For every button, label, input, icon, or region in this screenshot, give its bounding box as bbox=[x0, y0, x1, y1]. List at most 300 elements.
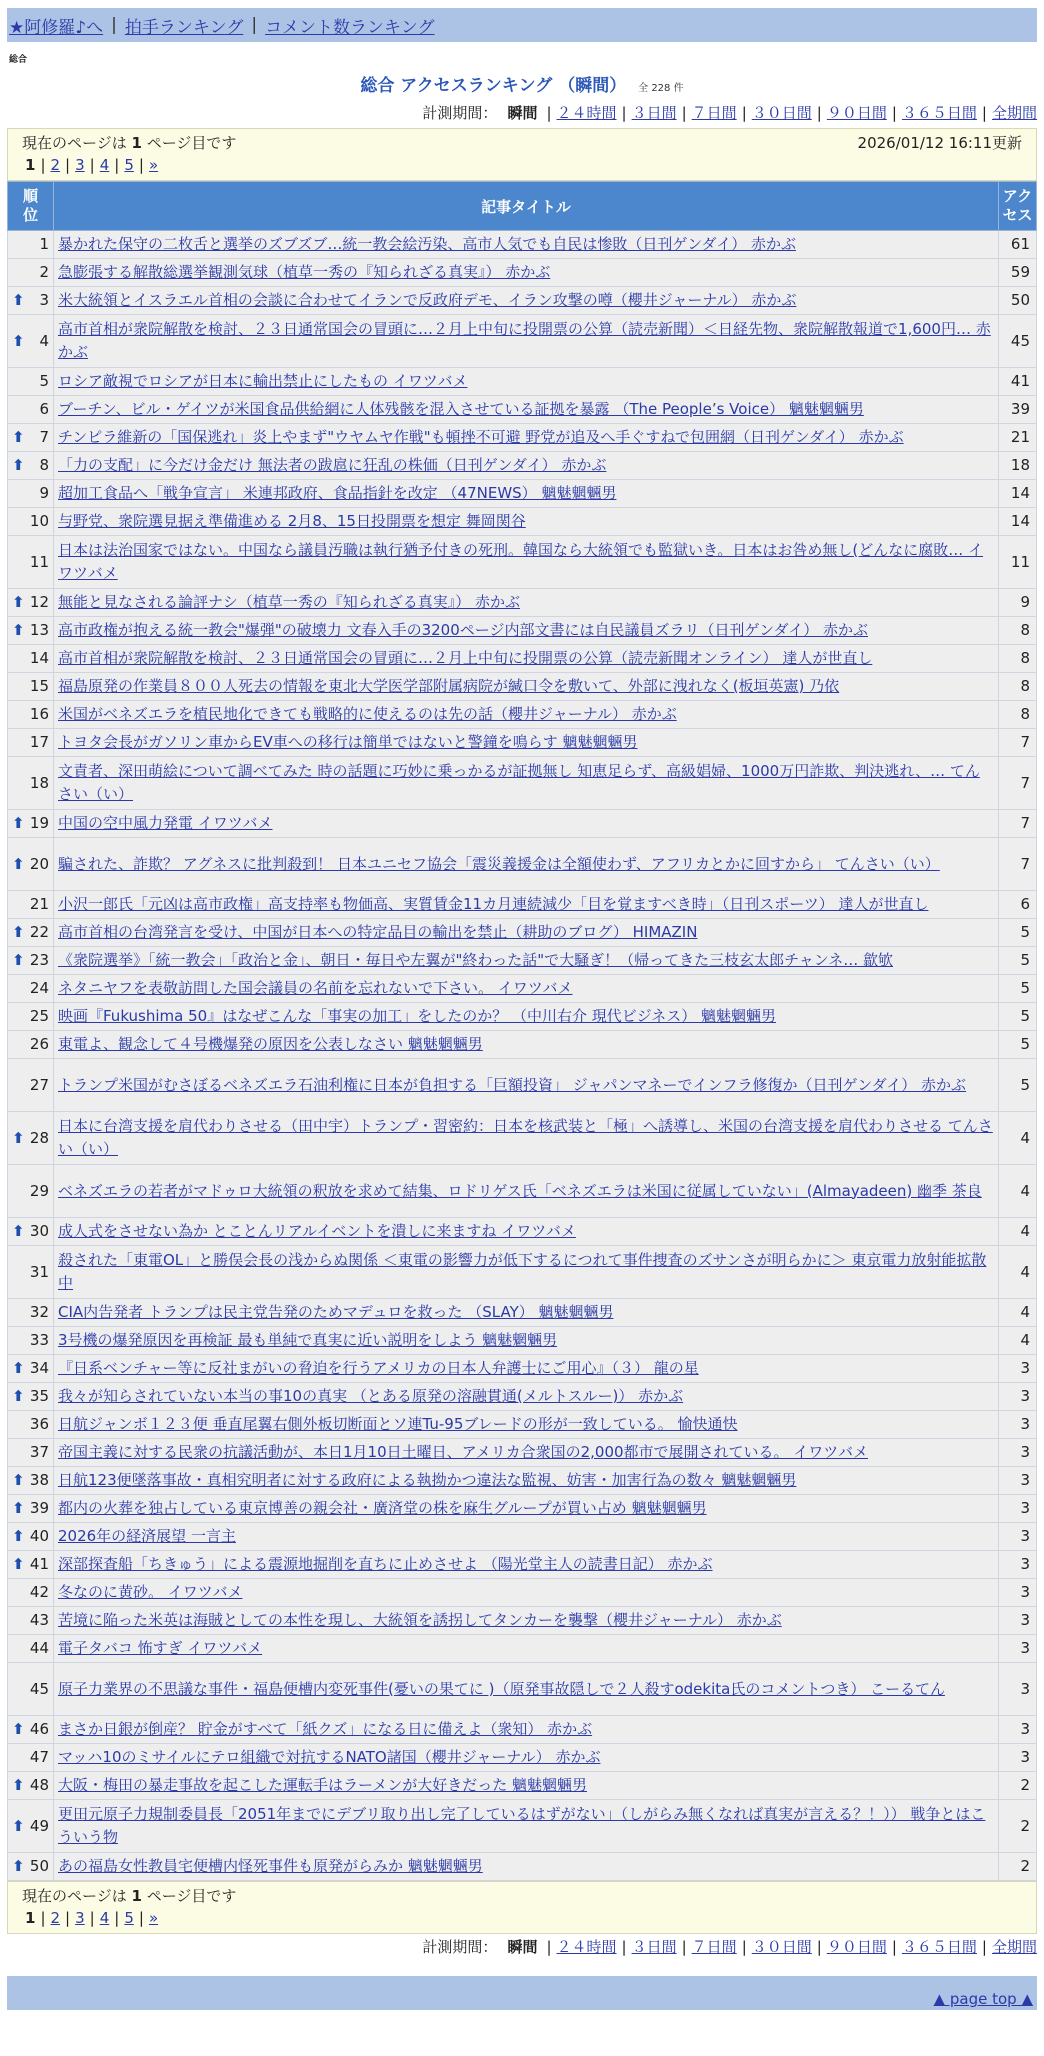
title-cell bbox=[54, 673, 999, 701]
table-row bbox=[8, 810, 1037, 838]
title-cell bbox=[54, 1467, 999, 1495]
table-row bbox=[8, 975, 1037, 1003]
period-link-3d[interactable]: ３日間 bbox=[631, 1938, 677, 1956]
up-arrow-icon: ⬆ bbox=[12, 1720, 25, 1738]
rank-cell bbox=[8, 1246, 54, 1299]
table-row bbox=[8, 287, 1037, 315]
period-link-7d[interactable]: ７日間 bbox=[691, 104, 737, 122]
rank-number: 34 bbox=[29, 1359, 49, 1377]
table-row bbox=[8, 1467, 1037, 1495]
rank-number: 9 bbox=[39, 484, 49, 502]
pager-bottom bbox=[7, 1881, 1037, 1934]
access-count: 3 bbox=[999, 1663, 1037, 1716]
title-cell bbox=[54, 508, 999, 536]
rank-number: 4 bbox=[39, 331, 49, 350]
article-link[interactable]: 深部探査船「ちきゅう」による震源地掘削を直ちに止めさせよ （陽光堂主人の読書日記） 赤かぶ bbox=[58, 1555, 713, 1573]
period-link-90d[interactable]: ９０日間 bbox=[826, 1938, 887, 1956]
up-arrow-icon: ⬆ bbox=[12, 1816, 25, 1835]
rank-cell bbox=[8, 1031, 54, 1059]
rank-number: 48 bbox=[29, 1776, 49, 1794]
article-link[interactable]: 日本に台湾支援を肩代わりさせる（田中宇）トランプ・習密約：日本を核武装と「極」へ誘導し、米国の台湾支援を肩代わりさせる てんさい（い） bbox=[58, 1117, 993, 1158]
period-selector-bottom: 計測期間： 瞬間 | ２４時間 | ３日間 | ７日間 | ３０日間 | ９０日間 | ３６５日間 | 全期間 bbox=[422, 1938, 1037, 1956]
rank-cell bbox=[8, 919, 54, 947]
period-label: 計測期間： bbox=[422, 1938, 498, 1956]
article-link[interactable]: 日本は法治国家ではない。中国なら議員汚職は執行猶予付きの死刑。韓国なら大統領でも監獄いき。日本はお咎め無し(どんなに腐敗… イワツバメ bbox=[58, 541, 984, 582]
access-count: 5 bbox=[999, 1059, 1037, 1112]
article-link[interactable]: ブーチン、ビル・ゲイツが米国食品供給網に人体残骸を混入させている証拠を暴露 （The People’s Voice） 魑魅魍魎男 bbox=[58, 400, 864, 418]
access-count: 6 bbox=[999, 891, 1037, 919]
article-link[interactable]: CIA内告発者 トランプは民主党告発のためマデュロを救った （SLAY） 魑魅魍魎男 bbox=[58, 1303, 614, 1321]
access-count: 45 bbox=[999, 315, 1037, 368]
rank-cell bbox=[8, 1218, 54, 1246]
rank-number: 41 bbox=[29, 1555, 49, 1573]
table-row bbox=[8, 508, 1037, 536]
ranking-title bbox=[7, 71, 1037, 96]
rank-cell bbox=[8, 1165, 54, 1218]
article-link[interactable]: トヨタ会長がガソリン車からEV車への移行は簡単ではないと警鐘を鳴らす 魑魅魍魎男 bbox=[58, 733, 638, 751]
title-cell bbox=[54, 810, 999, 838]
rank-number: 24 bbox=[29, 979, 49, 997]
title-cell bbox=[54, 1744, 999, 1772]
title-cell bbox=[54, 1579, 999, 1607]
table-row bbox=[8, 1355, 1037, 1383]
article-link[interactable]: 超加工食品へ「戦争宣言」 米連邦政府、食品指針を改定 （47NEWS） 魑魅魍魎男 bbox=[58, 484, 617, 502]
title-cell bbox=[54, 1772, 999, 1800]
article-link[interactable]: マッハ10のミサイルにテロ組織で対抗するNATO諸国（櫻井ジャーナル） 赤かぶ bbox=[58, 1748, 601, 1766]
page-link-4[interactable]: 4 bbox=[99, 156, 110, 174]
title-cell bbox=[54, 1246, 999, 1299]
up-arrow-icon: ⬆ bbox=[12, 621, 25, 639]
access-count: 3 bbox=[999, 1523, 1037, 1551]
article-link[interactable]: 急膨張する解散総選挙観測気球（植草一秀の『知られざる真実』） 赤かぶ bbox=[58, 263, 551, 281]
access-count: 7 bbox=[999, 810, 1037, 838]
nav-link-comment-ranking[interactable]: コメント数ランキング bbox=[265, 17, 435, 38]
title-cell bbox=[54, 1165, 999, 1218]
article-link[interactable]: チンピラ維新の「国保逃れ」炎上やまず"ウヤムヤ作戦"も頓挫不可避 野党が追及へ手ぐすねで包囲網（日刊ゲンダイ） 赤かぶ bbox=[58, 428, 904, 446]
title-cell bbox=[54, 1523, 999, 1551]
article-link[interactable]: ロシア敵視でロシアが日本に輸出禁止にしたもの イワツバメ bbox=[58, 372, 468, 390]
table-row bbox=[8, 231, 1037, 259]
article-link[interactable]: あの福島女性教員宅便槽内怪死事件も原発がらみか 魑魅魍魎男 bbox=[58, 1857, 483, 1875]
access-count: 2 bbox=[999, 1800, 1037, 1853]
rank-number: 35 bbox=[29, 1387, 49, 1405]
up-arrow-icon: ⬆ bbox=[12, 814, 25, 832]
nav-separator: | bbox=[111, 15, 117, 35]
access-count: 3 bbox=[999, 1467, 1037, 1495]
rank-cell bbox=[8, 287, 54, 315]
table-row bbox=[8, 1165, 1037, 1218]
rank-number: 25 bbox=[29, 1007, 49, 1025]
rank-cell bbox=[8, 1772, 54, 1800]
page-current: 1 bbox=[25, 1909, 36, 1927]
table-row bbox=[8, 919, 1037, 947]
rank-number: 15 bbox=[29, 677, 49, 695]
title-cell bbox=[54, 757, 999, 810]
period-link-90d[interactable]: ９０日間 bbox=[826, 104, 887, 122]
up-arrow-icon: ⬆ bbox=[12, 1222, 25, 1240]
category-label: 総合 bbox=[9, 55, 28, 65]
article-link[interactable]: 与野党、衆院選見据え準備進める 2月8、15日投開票を想定 舞岡関谷 bbox=[58, 512, 526, 530]
article-link[interactable]: 大阪・梅田の暴走事故を起こした運転手はラーメンが大好きだった 魑魅魍魎男 bbox=[58, 1776, 588, 1794]
title-cell bbox=[54, 259, 999, 287]
rank-cell bbox=[8, 645, 54, 673]
title-cell bbox=[54, 891, 999, 919]
article-link[interactable]: 帝国主義に対する民衆の抗議活動が、本日1月10日土曜日、アメリカ合衆国の2,000都市で展開されている。 イワツバメ bbox=[58, 1443, 868, 1461]
article-link[interactable]: 殺された「東電OL」と勝俣会長の浅からぬ関係 ＜東電の影響力が低下するにつれて事件捜査のズサンさが明らかに＞ 東京電力放射能拡散中 bbox=[58, 1251, 987, 1292]
table-row bbox=[8, 1495, 1037, 1523]
rank-number: 5 bbox=[39, 372, 49, 390]
rank-cell bbox=[8, 838, 54, 891]
title-cell bbox=[54, 838, 999, 891]
article-link[interactable]: 苦境に陥った米英は海賊としての本性を現し、大統領を誘拐してタンカーを襲撃（櫻井ジャーナル） 赤かぶ bbox=[58, 1611, 782, 1629]
rank-number: 47 bbox=[29, 1748, 49, 1766]
rank-number: 19 bbox=[29, 814, 49, 832]
page-link-2[interactable]: 2 bbox=[50, 1909, 61, 1927]
access-count: 4 bbox=[999, 1165, 1037, 1218]
article-link[interactable]: 都内の火葬を独占している東京博善の親会社・廣済堂の株を麻生グループが買い占め 魑魅魍魎男 bbox=[58, 1499, 707, 1517]
article-link[interactable]: 文責者、深田萌絵について調べてみた 時の話題に巧妙に乗っかるが証拠無し 知恵足らず、高級娼婦、1000万円詐欺、判決逃れ、… てんさい（い） bbox=[58, 762, 980, 803]
period-link-7d[interactable]: ７日間 bbox=[691, 1938, 737, 1956]
article-link[interactable]: まさか日銀が倒産？ 貯金がすべて「紙クズ」になる日に備えよ（衆知） 赤かぶ bbox=[58, 1720, 593, 1738]
access-count: 3 bbox=[999, 1355, 1037, 1383]
table-row bbox=[8, 1059, 1037, 1112]
period-link-all[interactable]: 全期間 bbox=[991, 104, 1037, 122]
access-count: 8 bbox=[999, 701, 1037, 729]
table-row bbox=[8, 1246, 1037, 1299]
table-row bbox=[8, 1299, 1037, 1327]
table-row bbox=[8, 1607, 1037, 1635]
article-link[interactable]: 米大統領とイスラエル首相の会談に合わせてイランで反政府デモ、イラン攻撃の噂（櫻井ジャーナル） 赤かぶ bbox=[58, 291, 797, 309]
rank-cell bbox=[8, 1327, 54, 1355]
article-link[interactable]: 《衆院選挙》「統一教会」「政治と金」、朝日・毎日や左翼が"終わった話"で大騒ぎ！（帰ってきた三枝玄太郎チャンネ… 歙欨 bbox=[58, 951, 894, 969]
rank-cell bbox=[8, 757, 54, 810]
period-link-30d[interactable]: ３０日間 bbox=[751, 1938, 812, 1956]
page-link-2[interactable]: 2 bbox=[50, 156, 61, 174]
rank-number: 21 bbox=[29, 895, 49, 913]
title-cell bbox=[54, 1853, 999, 1881]
title-cell bbox=[54, 1635, 999, 1663]
rank-number: 10 bbox=[29, 512, 49, 530]
page-next-link[interactable]: » bbox=[148, 156, 159, 174]
article-link[interactable]: トランプ米国がむさぼるベネズエラ石油利権に日本が負担する「巨額投資」 ジャパンマネーでインフラ修復か（日刊ゲンダイ） 赤かぶ bbox=[58, 1075, 967, 1094]
article-link[interactable]: 冬なのに黄砂。 イワツバメ bbox=[58, 1583, 243, 1601]
rank-cell bbox=[8, 1411, 54, 1439]
rank-number: 36 bbox=[29, 1415, 49, 1433]
table-row bbox=[8, 891, 1037, 919]
rank-number: 40 bbox=[29, 1527, 49, 1545]
table-row bbox=[8, 368, 1037, 396]
current-page-text: 現在のページは 1 ページ目です bbox=[22, 134, 237, 152]
access-count: 3 bbox=[999, 1411, 1037, 1439]
rank-cell bbox=[8, 452, 54, 480]
article-link[interactable]: ネタニヤフを表敬訪問した国会議員の名前を忘れないで下さい。 イワツバメ bbox=[58, 979, 573, 997]
table-row bbox=[8, 1663, 1037, 1716]
table-row bbox=[8, 1411, 1037, 1439]
ranking-count: 全 228 件 bbox=[638, 83, 684, 94]
rank-number: 3 bbox=[39, 291, 49, 309]
rank-cell bbox=[8, 536, 54, 589]
rank-number: 44 bbox=[29, 1639, 49, 1657]
article-link[interactable]: 電子タバコ 怖すぎ イワツバメ bbox=[58, 1639, 263, 1657]
article-link[interactable]: 高市首相が衆院解散を検討、２３日通常国会の冒頭に…２月上中旬に投開票の公算（読売新聞）＜日経先物、衆院解散報道で1,600円… 赤かぶ bbox=[58, 320, 991, 361]
page-link-5[interactable]: 5 bbox=[124, 156, 134, 174]
article-link[interactable]: 暴かれた保守の二枚舌と選挙のズブズブ…統一教会絵汚染、高市人気でも自民は惨敗（日刊ゲンダイ） 赤かぶ bbox=[58, 235, 796, 253]
rank-cell bbox=[8, 1112, 54, 1165]
access-count: 61 bbox=[999, 231, 1037, 259]
header-rank: 順位 bbox=[8, 182, 54, 231]
title-cell bbox=[54, 536, 999, 589]
title-cell bbox=[54, 1059, 999, 1112]
rank-cell bbox=[8, 810, 54, 838]
rank-cell bbox=[8, 315, 54, 368]
table-row bbox=[8, 1523, 1037, 1551]
rank-cell bbox=[8, 1663, 54, 1716]
article-link[interactable]: 高市首相の台湾発言を受け、中国が日本への特定品目の輸出を禁止（耕助のブログ） HIMAZIN bbox=[58, 923, 698, 941]
rank-cell bbox=[8, 1059, 54, 1112]
article-link[interactable]: 『日系ベンチャー等に反社まがいの脅迫を行うアメリカの日本人弁護士にご用心』（３） 龍の星 bbox=[58, 1359, 699, 1377]
access-count: 2 bbox=[999, 1772, 1037, 1800]
pager-top bbox=[7, 128, 1037, 181]
table-row bbox=[8, 424, 1037, 452]
title-cell bbox=[54, 1327, 999, 1355]
rank-cell bbox=[8, 231, 54, 259]
rank-cell bbox=[8, 1800, 54, 1853]
rank-cell bbox=[8, 1635, 54, 1663]
title-cell bbox=[54, 919, 999, 947]
title-cell bbox=[54, 947, 999, 975]
access-count: 4 bbox=[999, 1218, 1037, 1246]
rank-number: 1 bbox=[39, 235, 49, 253]
access-count: 14 bbox=[999, 508, 1037, 536]
up-arrow-icon: ⬆ bbox=[12, 951, 25, 969]
period-link-all[interactable]: 全期間 bbox=[991, 1938, 1037, 1956]
title-cell bbox=[54, 1003, 999, 1031]
access-count: 3 bbox=[999, 1607, 1037, 1635]
rank-number: 33 bbox=[29, 1331, 49, 1349]
period-current: 瞬間 bbox=[507, 104, 538, 122]
rank-cell bbox=[8, 729, 54, 757]
page-link-3[interactable]: 3 bbox=[75, 1909, 85, 1927]
rank-number: 42 bbox=[29, 1583, 49, 1601]
table-row bbox=[8, 617, 1037, 645]
period-link-30d[interactable]: ３０日間 bbox=[751, 104, 812, 122]
table-row bbox=[8, 1853, 1037, 1881]
rank-number: 8 bbox=[39, 456, 49, 474]
rank-number: 7 bbox=[39, 428, 49, 446]
rank-number: 29 bbox=[29, 1181, 49, 1200]
up-arrow-icon: ⬆ bbox=[12, 593, 25, 611]
rank-number: 32 bbox=[29, 1303, 49, 1321]
title-cell bbox=[54, 1716, 999, 1744]
up-arrow-icon: ⬆ bbox=[12, 1555, 25, 1573]
rank-cell bbox=[8, 1607, 54, 1635]
table-row bbox=[8, 1716, 1037, 1744]
article-link[interactable]: 原子力業界の不思議な事件・福島便槽内変死事件(憂いの果てに )（原発事故隠しで２人殺すodekita氏のコメントつき） こーるてん bbox=[58, 1679, 945, 1698]
up-arrow-icon: ⬆ bbox=[12, 331, 25, 350]
rank-number: 2 bbox=[39, 263, 49, 281]
rank-number: 39 bbox=[29, 1499, 49, 1517]
title-cell bbox=[54, 589, 999, 617]
title-cell bbox=[54, 231, 999, 259]
access-count: 3 bbox=[999, 1383, 1037, 1411]
ranking-table bbox=[7, 181, 1037, 1881]
title-cell bbox=[54, 1355, 999, 1383]
table-row bbox=[8, 1327, 1037, 1355]
title-cell bbox=[54, 452, 999, 480]
title-cell bbox=[54, 701, 999, 729]
page-link-3[interactable]: 3 bbox=[75, 156, 85, 174]
table-row bbox=[8, 396, 1037, 424]
header-title: 記事タイトル bbox=[54, 182, 999, 231]
rank-number: 49 bbox=[29, 1816, 49, 1835]
article-link[interactable]: 無能と見なされる論評ナシ（植草一秀の『知られざる真実』） 赤かぶ bbox=[58, 593, 520, 611]
rank-cell bbox=[8, 1495, 54, 1523]
page-link-4[interactable]: 4 bbox=[99, 1909, 110, 1927]
table-row bbox=[8, 1744, 1037, 1772]
table-row bbox=[8, 1112, 1037, 1165]
access-count: 3 bbox=[999, 1744, 1037, 1772]
rank-number: 31 bbox=[29, 1262, 49, 1281]
rank-number: 13 bbox=[29, 621, 49, 639]
title-cell bbox=[54, 315, 999, 368]
table-row bbox=[8, 259, 1037, 287]
article-link[interactable]: 日航ジャンボ１２３便 垂直尾翼右側外板切断面とソ連Tu-95ブレードの形が一致している。 愉快通快 bbox=[58, 1415, 738, 1433]
up-arrow-icon: ⬆ bbox=[12, 1471, 25, 1489]
access-count: 3 bbox=[999, 1635, 1037, 1663]
rank-number: 37 bbox=[29, 1443, 49, 1461]
article-link[interactable]: 「力の支配」に今だけ金だけ 無法者の跋扈に狂乱の株価（日刊ゲンダイ） 赤かぶ bbox=[58, 456, 607, 474]
footer bbox=[7, 1976, 1037, 2010]
article-link[interactable]: 映画『Fukushima 50』はなぜこんな「事実の加工」をしたのか？ （中川右介 現代ビジネス） 魑魅魍魎男 bbox=[58, 1007, 777, 1025]
article-link[interactable]: 2026年の経済展望 一言主 bbox=[58, 1527, 236, 1545]
title-cell bbox=[54, 1551, 999, 1579]
access-count: 5 bbox=[999, 975, 1037, 1003]
period-link-3d[interactable]: ３日間 bbox=[631, 104, 677, 122]
article-link[interactable]: 福島原発の作業員８００人死去の情報を東北大学医学部附属病院が緘口令を敷いて、外部に洩れなく(板垣英憲) 乃依 bbox=[58, 677, 840, 695]
access-count: 11 bbox=[999, 536, 1037, 589]
period-link-365d[interactable]: ３６５日間 bbox=[901, 104, 977, 122]
rank-number: 20 bbox=[29, 854, 49, 873]
table-row bbox=[8, 947, 1037, 975]
rank-number: 30 bbox=[29, 1222, 49, 1240]
rank-cell bbox=[8, 1439, 54, 1467]
rank-cell bbox=[8, 259, 54, 287]
title-cell bbox=[54, 396, 999, 424]
page-next-link[interactable]: » bbox=[148, 1909, 159, 1927]
access-count: 3 bbox=[999, 1439, 1037, 1467]
article-link[interactable]: 騙された、詐欺？ アグネスに批判殺到！ 日本ユニセフ協会「震災義援金は全額使わず、アフリカとかに回すから」 てんさい（い） bbox=[58, 854, 940, 873]
period-selector-top: 計測期間： 瞬間 | ２４時間 | ３日間 | ７日間 | ３０日間 | ９０日間 | ３６５日間 | 全期間 bbox=[422, 104, 1037, 122]
access-count: 8 bbox=[999, 617, 1037, 645]
article-link[interactable]: 中国の空中風力発電 イワツバメ bbox=[58, 814, 273, 832]
up-arrow-icon: ⬆ bbox=[12, 456, 25, 474]
period-link-24h[interactable]: ２４時間 bbox=[556, 104, 617, 122]
article-link[interactable]: 東電よ、観念して４号機爆発の原因を公表しなさい 魑魅魍魎男 bbox=[58, 1035, 483, 1053]
title-cell bbox=[54, 1800, 999, 1853]
page-current: 1 bbox=[25, 156, 36, 174]
access-count: 4 bbox=[999, 1246, 1037, 1299]
rank-cell bbox=[8, 1716, 54, 1744]
table-row bbox=[8, 1551, 1037, 1579]
article-link[interactable]: 小沢一郎氏「元凶は高市政権」高支持率も物価高、実質賃金11カ月連続減少「目を覚ますべき時」（日刊スポーツ） 達人が世直し bbox=[58, 895, 929, 913]
nav-separator: | bbox=[251, 15, 258, 35]
article-link[interactable]: 3号機の爆発原因を再検証 最も単純で真実に近い説明をしよう 魑魅魍魎男 bbox=[58, 1331, 558, 1349]
rank-cell bbox=[8, 617, 54, 645]
rank-cell bbox=[8, 589, 54, 617]
period-current: 瞬間 bbox=[507, 1938, 538, 1956]
period-link-24h[interactable]: ２４時間 bbox=[556, 1938, 617, 1956]
access-count: 8 bbox=[999, 645, 1037, 673]
nav-link-asyura[interactable]: ★阿修羅♪へ bbox=[9, 17, 104, 38]
title-cell bbox=[54, 1663, 999, 1716]
article-link[interactable]: 高市首相が衆院解散を検討、２３日通常国会の冒頭に…２月上中旬に投開票の公算（読売新聞オンライン） 達人が世直し bbox=[58, 649, 873, 667]
access-count: 4 bbox=[999, 1112, 1037, 1165]
access-count: 5 bbox=[999, 1031, 1037, 1059]
title-cell bbox=[54, 1411, 999, 1439]
rank-number: 17 bbox=[29, 733, 49, 751]
table-row bbox=[8, 452, 1037, 480]
table-row bbox=[8, 1003, 1037, 1031]
table-row bbox=[8, 1772, 1037, 1800]
access-count: 3 bbox=[999, 1579, 1037, 1607]
article-link[interactable]: 高市政権が抱える統一教会"爆弾"の破壊力 文春入手の3200ページ内部文書には自民議員ズラリ（日刊ゲンダイ） 赤かぶ bbox=[58, 621, 869, 639]
rank-cell bbox=[8, 1579, 54, 1607]
rank-cell bbox=[8, 701, 54, 729]
access-count: 9 bbox=[999, 589, 1037, 617]
access-count: 18 bbox=[999, 452, 1037, 480]
access-count: 8 bbox=[999, 673, 1037, 701]
up-arrow-icon: ⬆ bbox=[12, 1499, 25, 1517]
rank-number: 26 bbox=[29, 1035, 49, 1053]
rank-cell bbox=[8, 396, 54, 424]
up-arrow-icon: ⬆ bbox=[12, 1387, 25, 1405]
ranking-title-text: 総合 アクセスランキング （瞬間） bbox=[360, 76, 627, 96]
rank-cell bbox=[8, 673, 54, 701]
rank-number: 18 bbox=[29, 773, 49, 792]
table-row bbox=[8, 645, 1037, 673]
article-link[interactable]: ベネズエラの若者がマドゥロ大統領の釈放を求めて結集、ロドリゲス氏「ベネズエラは米国に従属していない」(Almayadeen) 幽季 茶良 bbox=[58, 1181, 982, 1200]
page-link-5[interactable]: 5 bbox=[124, 1909, 134, 1927]
article-link[interactable]: 日航123便墜落事故・真相究明者に対する政府による執拗かつ違法な監視、妨害・加害行為の数々 魑魅魍魎男 bbox=[58, 1471, 797, 1489]
article-link[interactable]: 我々が知らされていない本当の事10の真実 （とある原発の溶融貫通(メルトスルー)） 赤かぶ bbox=[58, 1387, 684, 1405]
rank-number: 14 bbox=[29, 649, 49, 667]
page bbox=[7, 8, 1037, 2010]
article-link[interactable]: 更田元原子力規制委員長「2051年までにデブリ取り出し完了しているはずがない」（しがらみ無くなれば真実が言える？！）） 戦争とはこういう物 bbox=[58, 1805, 986, 1846]
access-count: 5 bbox=[999, 947, 1037, 975]
rank-cell bbox=[8, 424, 54, 452]
nav-link-clap-ranking[interactable]: 拍手ランキング bbox=[124, 17, 244, 38]
rank-cell bbox=[8, 1467, 54, 1495]
page-top-link[interactable]: ▲ page top ▲ bbox=[933, 1990, 1033, 2008]
up-arrow-icon: ⬆ bbox=[12, 923, 25, 941]
article-link[interactable]: 成人式をさせない為か とことんリアルイベントを潰しに来ますね イワツバメ bbox=[58, 1222, 576, 1240]
table-row bbox=[8, 1383, 1037, 1411]
access-count: 50 bbox=[999, 287, 1037, 315]
rank-number: 45 bbox=[29, 1679, 49, 1698]
up-arrow-icon: ⬆ bbox=[12, 1359, 25, 1377]
period-link-365d[interactable]: ３６５日間 bbox=[901, 1938, 977, 1956]
rank-cell bbox=[8, 975, 54, 1003]
article-link[interactable]: 米国がベネズエラを植民地化できても戦略的に使えるのは先の話（櫻井ジャーナル） 赤かぶ bbox=[58, 705, 677, 723]
title-cell bbox=[54, 1112, 999, 1165]
rank-number: 22 bbox=[29, 923, 49, 941]
rank-number: 28 bbox=[29, 1128, 49, 1147]
up-arrow-icon: ⬆ bbox=[12, 428, 25, 446]
access-count: 7 bbox=[999, 729, 1037, 757]
rank-number: 38 bbox=[29, 1471, 49, 1489]
up-arrow-icon: ⬆ bbox=[12, 1857, 25, 1875]
rank-number: 27 bbox=[29, 1075, 49, 1094]
